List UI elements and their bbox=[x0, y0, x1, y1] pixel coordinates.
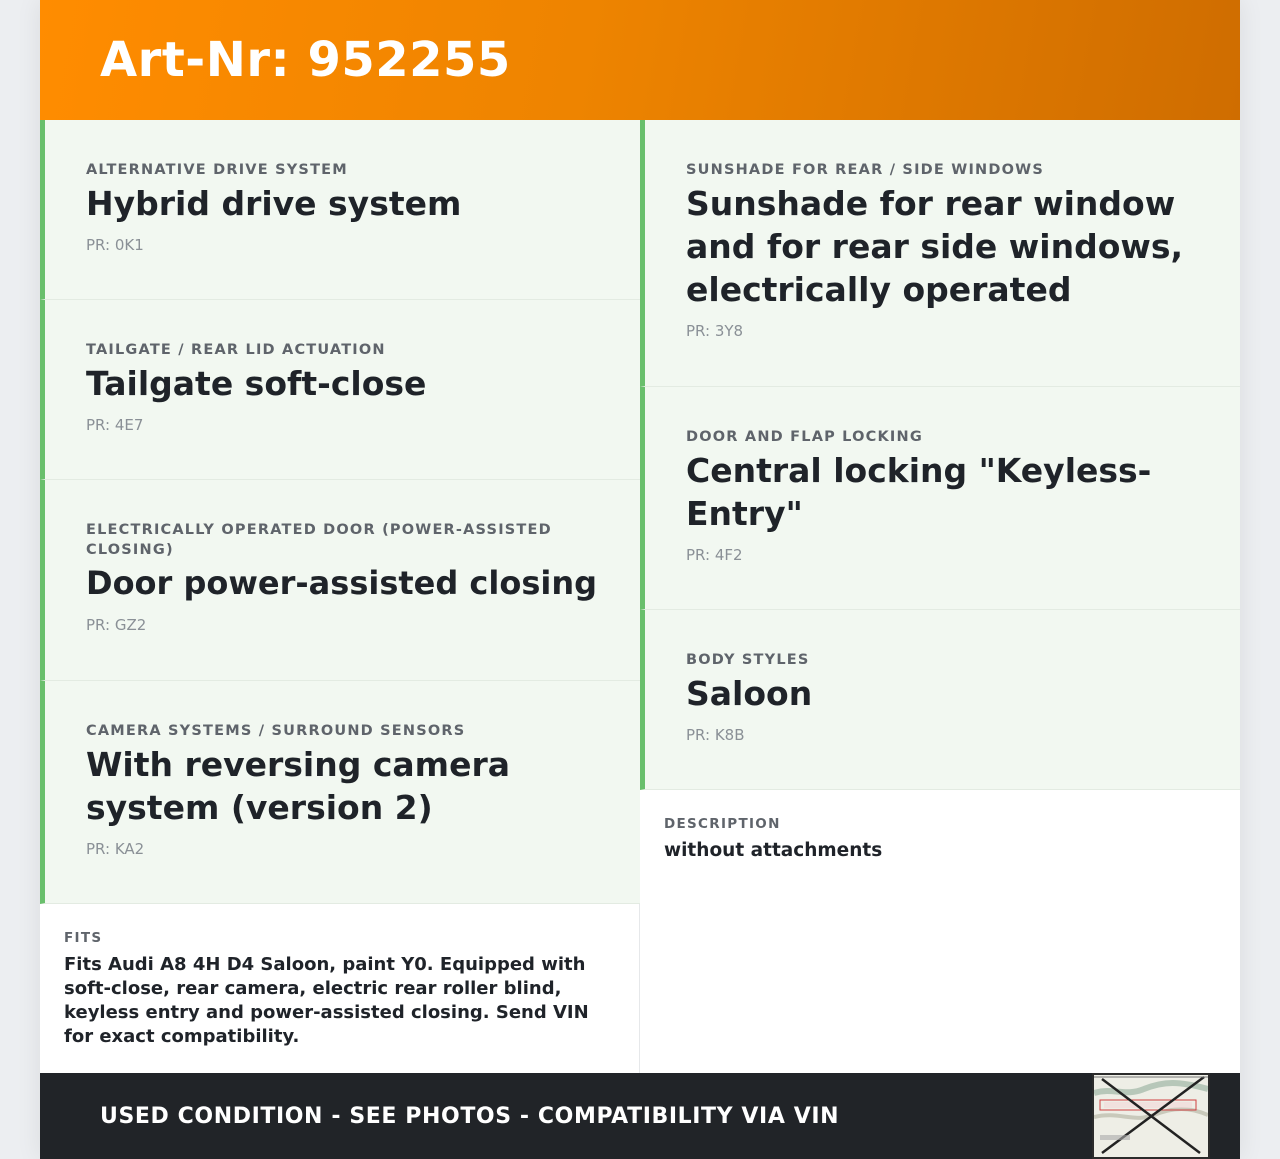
description-section bbox=[640, 790, 1240, 1073]
fits-text: Fits Audi A8 4H D4 Saloon, paint Y0. Equipped with soft-close, rear camera, electric rear roller blind, keyless entry and power-assisted closing. Send VIN for exact compatibility. bbox=[64, 954, 589, 1047]
label-photo-thumbnail-icon[interactable] bbox=[1092, 1073, 1210, 1159]
feature-category: DOOR AND FLAP LOCKING bbox=[686, 429, 923, 445]
right-column bbox=[640, 120, 1240, 1073]
feature-grid bbox=[40, 120, 1240, 1073]
feature-value: Sunshade for rear window and for rear side windows, electrically operated bbox=[686, 184, 1184, 309]
feature-pr-code: PR: 4E7 bbox=[86, 416, 144, 434]
feature-pr-code: PR: 4F2 bbox=[686, 546, 743, 564]
page-footer bbox=[40, 1073, 1240, 1159]
feature-category: CAMERA SYSTEMS / SURROUND SENSORS bbox=[86, 723, 466, 739]
envelope-label-icon bbox=[1094, 1075, 1208, 1157]
fits-label: FITS bbox=[64, 930, 103, 946]
feature-card bbox=[640, 120, 1240, 387]
feature-category: SUNSHADE FOR REAR / SIDE WINDOWS bbox=[686, 162, 1044, 178]
feature-value: With reversing camera system (version 2) bbox=[86, 745, 510, 827]
feature-category: ELECTRICALLY OPERATED DOOR (POWER-ASSISTED CLOSING) bbox=[86, 522, 552, 558]
feature-card bbox=[40, 120, 640, 300]
feature-pr-code: PR: KA2 bbox=[86, 840, 145, 858]
feature-pr-code: PR: 3Y8 bbox=[686, 322, 744, 340]
feature-card bbox=[40, 681, 640, 904]
description-label: DESCRIPTION bbox=[664, 816, 781, 832]
feature-pr-code: PR: 0K1 bbox=[86, 236, 144, 254]
feature-value: Door power-assisted closing bbox=[86, 564, 598, 602]
feature-value: Central locking "Keyless-Entry" bbox=[686, 451, 1152, 533]
description-text: without attachments bbox=[664, 840, 883, 861]
feature-value: Hybrid drive system bbox=[86, 184, 462, 223]
feature-value: Saloon bbox=[686, 674, 813, 713]
article-number-title: Art-Nr: 952255 bbox=[100, 32, 511, 88]
feature-category: TAILGATE / REAR LID ACTUATION bbox=[86, 342, 386, 358]
feature-category: BODY STYLES bbox=[686, 652, 810, 668]
fits-section bbox=[40, 904, 639, 1073]
page-header bbox=[40, 0, 1240, 120]
feature-pr-code: PR: K8B bbox=[686, 726, 745, 744]
feature-card bbox=[640, 610, 1240, 790]
feature-category: ALTERNATIVE DRIVE SYSTEM bbox=[86, 162, 348, 178]
feature-value: Tailgate soft-close bbox=[86, 364, 427, 403]
left-column bbox=[40, 120, 640, 1073]
feature-pr-code: PR: GZ2 bbox=[86, 616, 147, 634]
feature-card bbox=[40, 300, 640, 480]
spec-sheet bbox=[40, 0, 1240, 1159]
feature-card bbox=[640, 387, 1240, 610]
condition-message: USED CONDITION - SEE PHOTOS - COMPATIBILITY VIA VIN bbox=[100, 1103, 840, 1129]
feature-card bbox=[40, 480, 640, 681]
